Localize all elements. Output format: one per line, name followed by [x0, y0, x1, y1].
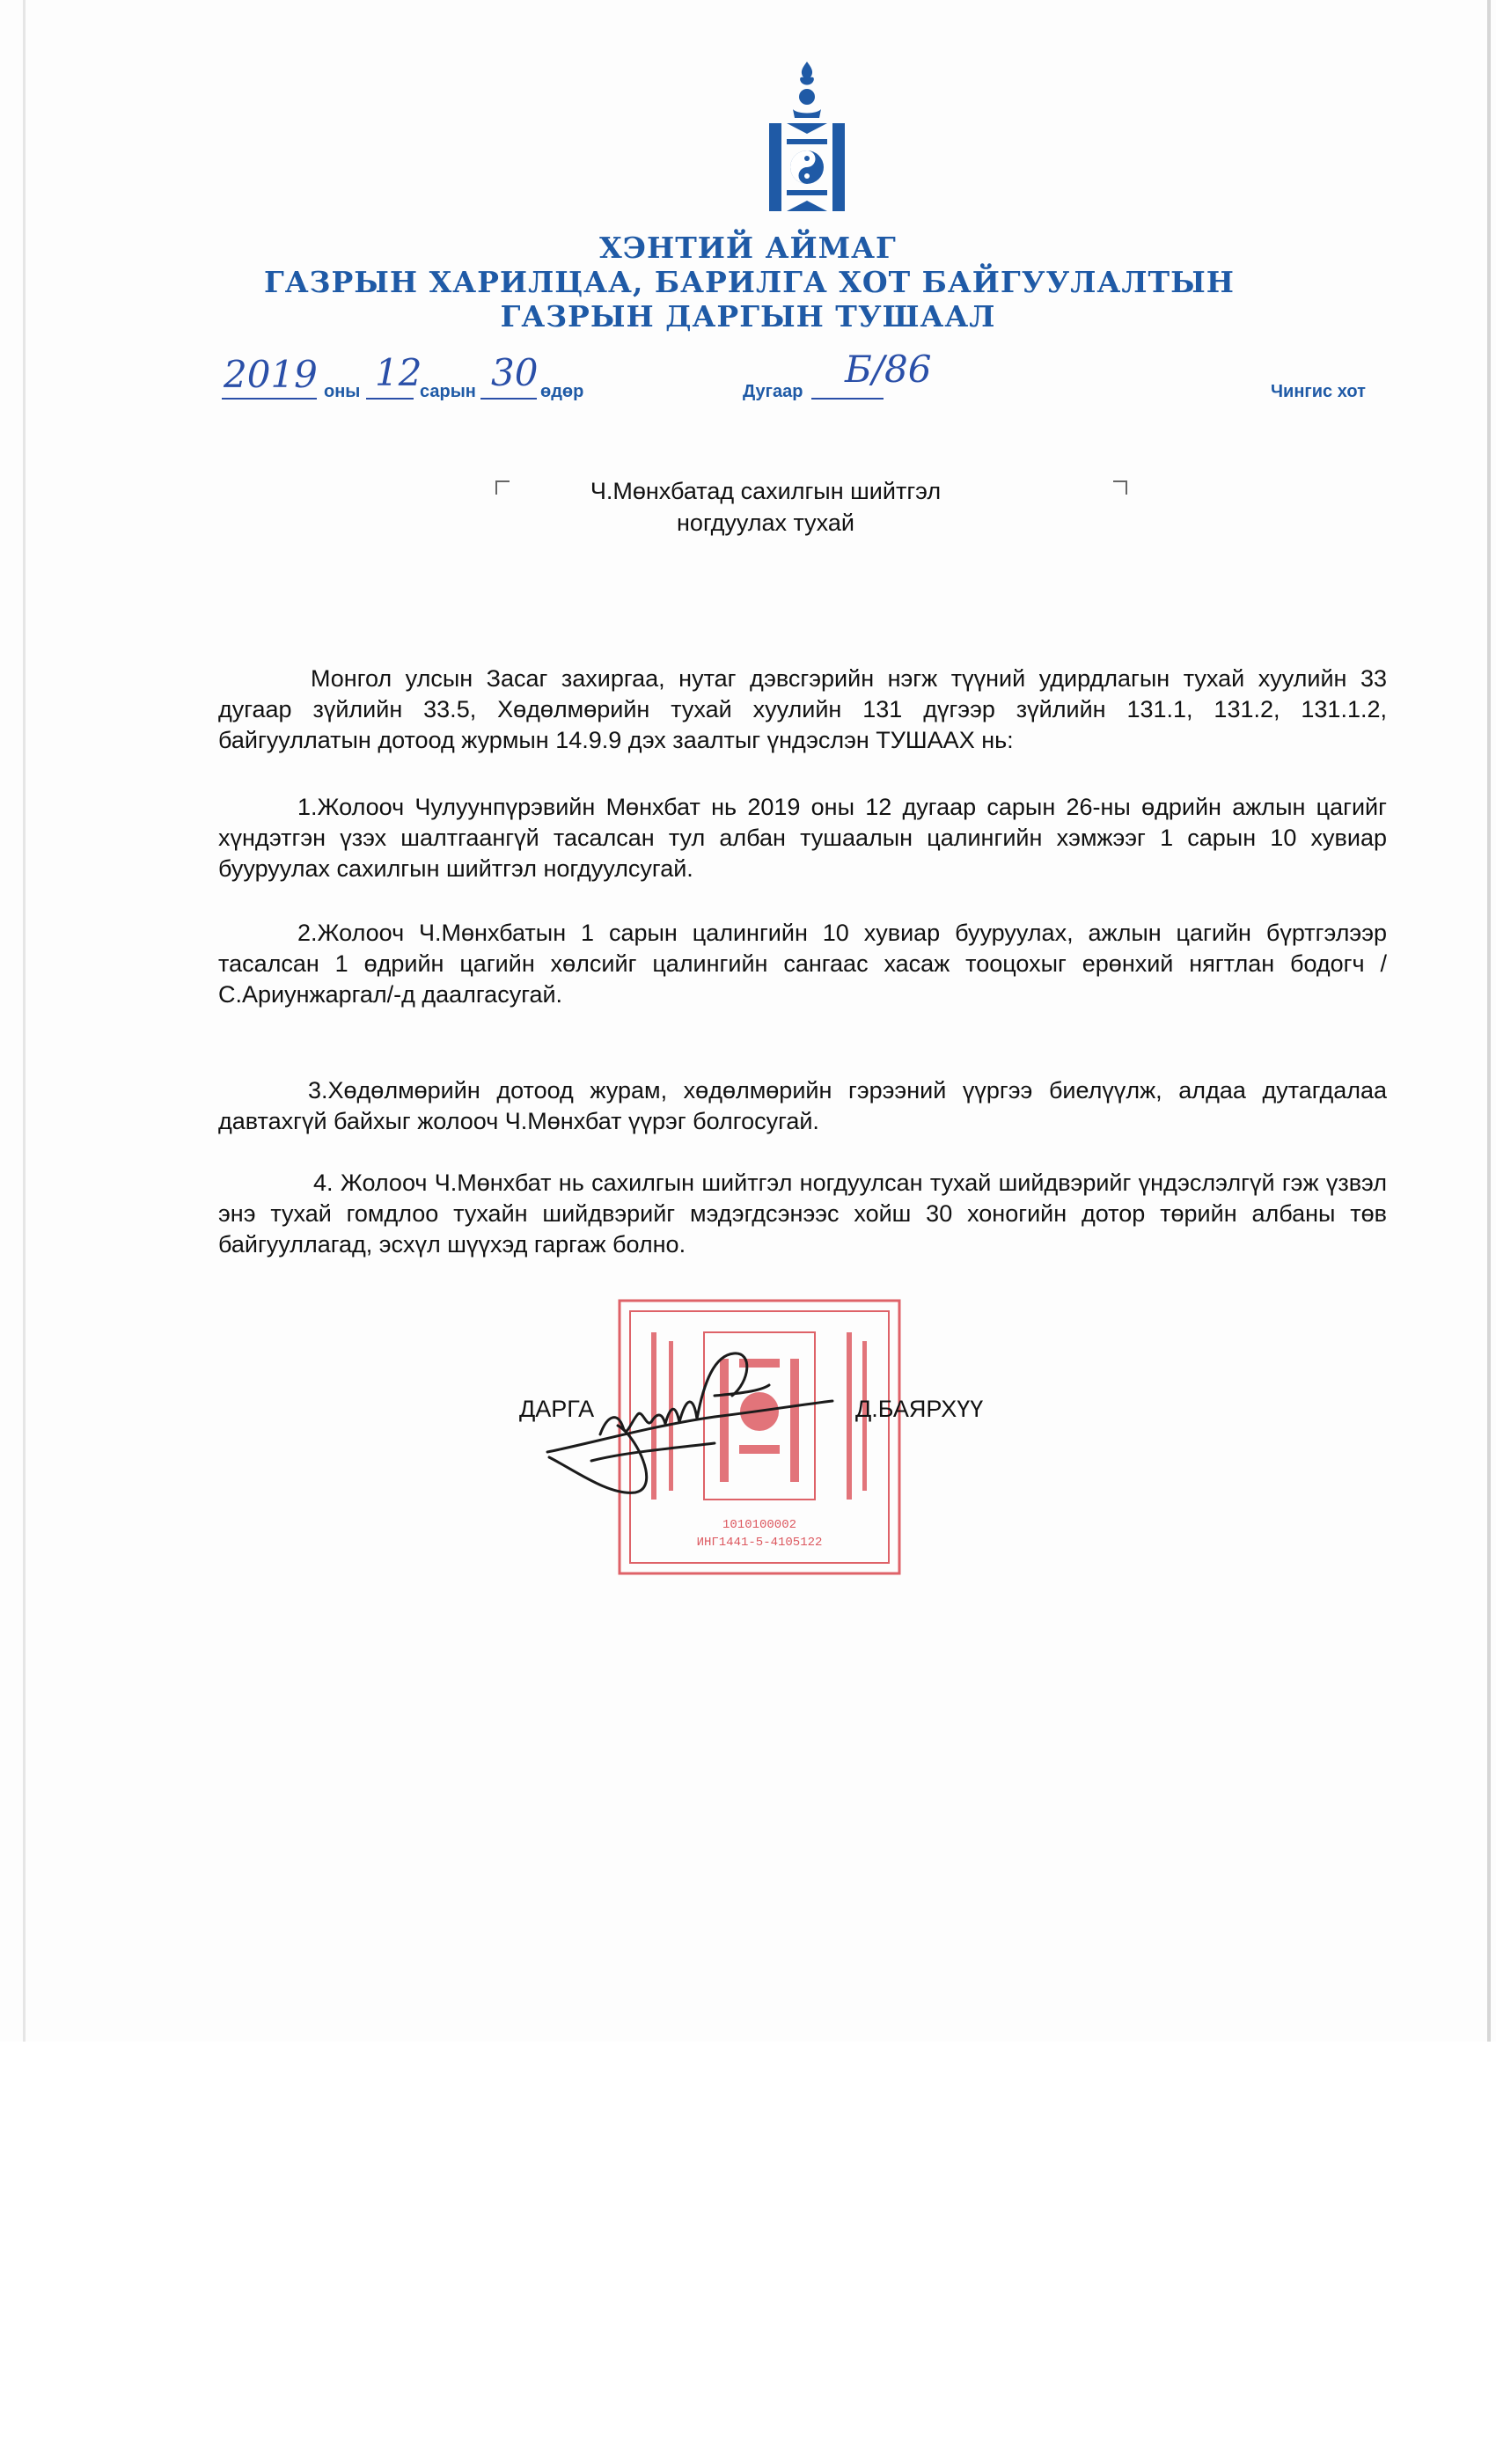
day-label: өдөр [540, 382, 584, 401]
signatory-title: ДАРГА [519, 1396, 595, 1422]
stamp-number-line-1: 1010100002 [722, 1518, 797, 1532]
order-item-3 [218, 1075, 1387, 1137]
header-line-1: ХЭНТИЙ АЙМАГ [599, 231, 897, 265]
order-item-2-text: 2.Жолооч Ч.Мөнхбатын 1 сарын цалингийн 10 хувиар бууруулах, ажлын цагийн бүртгэлээр тасалсан 1 өдрийн цагийн хөлсийг цалингийн сангаас хасаж тооцохыг ерөнхий нягтлан бодогч /С.Ариунжаргал/-д даалгасугай. [218, 920, 1387, 1008]
order-item-1-text: 1.Жолооч Чулуунпүрэвийн Мөнхбат нь 2019 оны 12 дугаар сарын 26-ны өдрийн ажлын цагийг хүндэтгэн үзэх шалтгаангүй тасалсан тул албан тушаалын цалингийн хэмжээг 1 сарын 10 хувиар бууруулах сахилгын шийтгэл ногдуулсугай. [218, 794, 1387, 882]
scan-edge-right [1487, 0, 1491, 2042]
scan-edge-left [23, 0, 26, 2042]
order-item-3-text: 3.Хөдөлмөрийн дотоод журам, хөдөлмөрийн гэрээний үүргээ биелүүлж, алдаа дутагдалаа давтахгүй байхыг жолооч Ч.Мөнхбат үүрэг болгосугай. [218, 1077, 1387, 1134]
handwritten-month: 12 [375, 351, 422, 394]
year-label: оны [324, 382, 361, 401]
subject-line-2: ногдуулах тухай [677, 510, 854, 536]
document-header [264, 231, 1235, 334]
order-item-4 [218, 1168, 1387, 1260]
subject-bracket-right [1113, 480, 1127, 495]
preamble-text: Монгол улсын Засаг захиргаа, нутаг дэвсгэрийн нэгж түүний удирдлагын тухай хуулийн 33 дугаар зүйлийн 33.5, Хөдөлмөрийн тухай хуулийн 131 дүгээр зүйлийн 131.1, 131.2, 131.1.2, байгууллатын дотоод журмын 14.9.9 дэх заалтыг үндэслэн ТУШААХ нь: [218, 665, 1387, 753]
signatory-name: Д.БАЯРХҮҮ [855, 1396, 984, 1422]
subject-bracket-left [495, 480, 510, 495]
handwritten-signature [539, 1320, 838, 1514]
date-number-row [0, 348, 1496, 414]
handwritten-year: 2019 [224, 353, 318, 396]
preamble-paragraph [218, 664, 1387, 756]
stamp-number-line-2: ИНГ1441-5-4105122 [696, 1536, 823, 1550]
month-label: сарын [420, 382, 476, 401]
order-item-2 [218, 918, 1387, 1010]
soyombo-emblem-icon [764, 60, 850, 216]
handwritten-order-number: Б/86 [845, 348, 932, 391]
order-item-1 [218, 792, 1387, 884]
month-underline [366, 398, 414, 400]
place-label: Чингис хот [1271, 382, 1366, 401]
header-line-3: ГАЗРЫН ДАРГЫН ТУШААЛ [500, 299, 996, 334]
subject-line-1: Ч.Мөнхбатад сахилгын шийтгэл [590, 478, 942, 504]
number-label: Дугаар [743, 382, 803, 401]
order-item-4-text: 4. Жолооч Ч.Мөнхбат нь сахилгын шийтгэл ногдуулсан тухай шийдвэрийг үндэслэлгүй гэж үзвэл энэ тухай гомдлоо тухайн шийдвэрийг мэдэгдсэнээс хойш 30 хоногийн дотор төрийн албаны төв байгууллагад, эсхүл шүүхэд гаргаж болно. [218, 1170, 1387, 1258]
number-underline [811, 398, 884, 400]
header-line-2: ГАЗРЫН ХАРИЛЦАА, БАРИЛГА ХОТ БАЙГУУЛАЛТЫН [264, 265, 1235, 299]
day-underline [480, 398, 537, 400]
document-subject [528, 475, 1003, 539]
year-underline [222, 398, 317, 400]
handwritten-day: 30 [491, 351, 539, 394]
